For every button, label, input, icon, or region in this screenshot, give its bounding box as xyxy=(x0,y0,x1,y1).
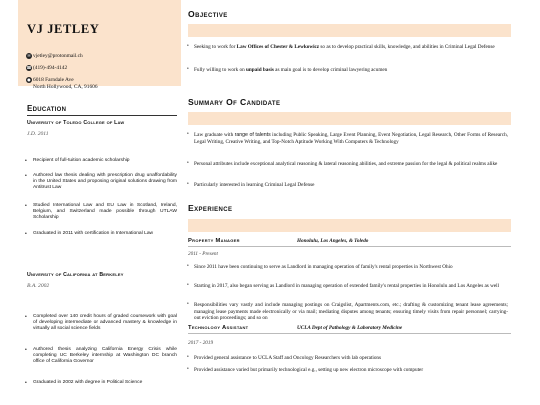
header-band xyxy=(18,0,181,86)
text: Seeking to work for xyxy=(194,44,237,50)
experience-band xyxy=(188,219,511,232)
education-heading: Education xyxy=(27,104,67,113)
address-line2: North Hollywood, CA, 91606 xyxy=(33,83,98,90)
list-item: • Particularly interested in learning Criminal Legal Defense xyxy=(194,182,508,189)
degree-date: J.D. 2011 xyxy=(27,131,49,137)
objective-heading: Objective xyxy=(188,9,228,19)
experience-heading: Experience xyxy=(188,203,233,213)
location-icon: ● xyxy=(27,77,31,82)
list-item: • Provided general assistance to UCLA Staff and Oncology Researchers with lab operations xyxy=(194,355,508,362)
contact-address xyxy=(27,77,98,90)
text: Fully willing to work on xyxy=(194,67,247,73)
text: so as to develop practical skills, knowledge, and abilities in Criminal Legal Defense xyxy=(319,44,495,50)
job-location: UCLA Dept of Pathology & Laboratory Medicine xyxy=(297,325,403,331)
job-title: Property Manager xyxy=(188,238,240,244)
firm-name: Law Offices of Chester & Lewkowicz xyxy=(236,44,320,50)
summary-band xyxy=(188,112,511,125)
phone-icon: ☎ xyxy=(26,65,32,70)
list-item: • Since 2011 have been continuing to serve as Landlord in managing operation of family's rental properties in Northwest Ohio xyxy=(194,264,508,271)
degree-date: B.A. 2002 xyxy=(27,283,50,289)
list-item: • Authored thesis analyzing California Energy Crisis while completing UC Berkeley internship at Washington DC branch office of California Governor xyxy=(33,347,177,366)
email-icon: ✉ xyxy=(27,53,31,58)
school-name: University of California at Berkeley xyxy=(27,272,124,278)
emphasis: range of talents xyxy=(234,132,271,138)
text: including Public Speaking, Large Event Planning, Event Negotiation, Legal Research, Other Forms of Research, Legal Writing, Creative Writing, and Top-Notch Aptitude Working With Computers & Technology xyxy=(194,132,508,145)
list-item: • Starting in 2017, also began serving as Landlord in managing operation of extended family's rental properties in Honolulu and Los Angeles as well xyxy=(194,283,508,290)
list-item xyxy=(194,67,508,74)
list-item: • Authored law thesis dealing with prescription drug unaffordability in the United States and proposing original solutions drawing from Antitrust Law xyxy=(33,173,177,192)
list-item xyxy=(194,132,508,145)
job-date: 2017 - 2019 xyxy=(188,340,214,346)
list-item: • Graduated in 2002 with degree in Political Science xyxy=(33,380,177,386)
phone-text: (419)-494-4142 xyxy=(33,65,68,71)
list-item: • Responsibilities vary vastly and include managing postings on Craigslist, Apartments.com, etc.; drafting & customizing tenant lease agreements; managing lease payments made electronically or via mail; mediating disputes among tenants; ensuring timely visits from repair personnel; carrying-out eviction proceedings; and so on xyxy=(194,302,508,322)
list-item: • Provided assistance varied but primarily technological e.g., setting up new electron microscope with computer xyxy=(194,367,508,374)
email-text: vjetley@protonmail.ch xyxy=(33,53,83,59)
job-location: Honolulu, Los Angeles, & Toledo xyxy=(297,238,369,244)
job-title: Technology Assistant xyxy=(188,325,249,331)
candidate-name: VJ JETLEY xyxy=(27,22,100,36)
text: as main goal is to develop criminal lawyering acumen xyxy=(273,67,388,73)
contact-phone xyxy=(26,65,68,72)
education-rule xyxy=(27,115,177,116)
school-name: University of Toledo College of Law xyxy=(27,120,125,126)
list-item: • Personal attributes include exceptional analytical reasoning & lateral reasoning abilities, and extreme passion for the legal & political realms alike xyxy=(194,161,508,168)
text: Law graduate with xyxy=(194,132,235,138)
list-item: • Graduated in 2011 with certification in International Law xyxy=(33,231,177,237)
job-date: 2011 - Present xyxy=(188,251,218,257)
list-item: • Studied International Law and EU Law in Scotland, Ireland, Belgium, and Switzerland made possible through UTLAW Scholarship xyxy=(33,203,177,222)
summary-heading: Summary Of Candidate xyxy=(188,97,281,107)
address-line1: 6018 Farndale Ave xyxy=(33,77,74,83)
job-rule xyxy=(188,333,511,334)
objective-band xyxy=(188,24,511,37)
list-item xyxy=(194,44,508,51)
list-item: • Recipient of full-tuition academic scholarship xyxy=(33,158,177,164)
emphasis: unpaid basis xyxy=(246,67,274,73)
contact-email xyxy=(27,53,83,60)
job-rule xyxy=(188,246,511,247)
list-item: • Completed over 140 credit hours of graded coursework with goal of developing intermediate or advanced mastery & knowledge in virtually all social science fields xyxy=(33,314,177,333)
